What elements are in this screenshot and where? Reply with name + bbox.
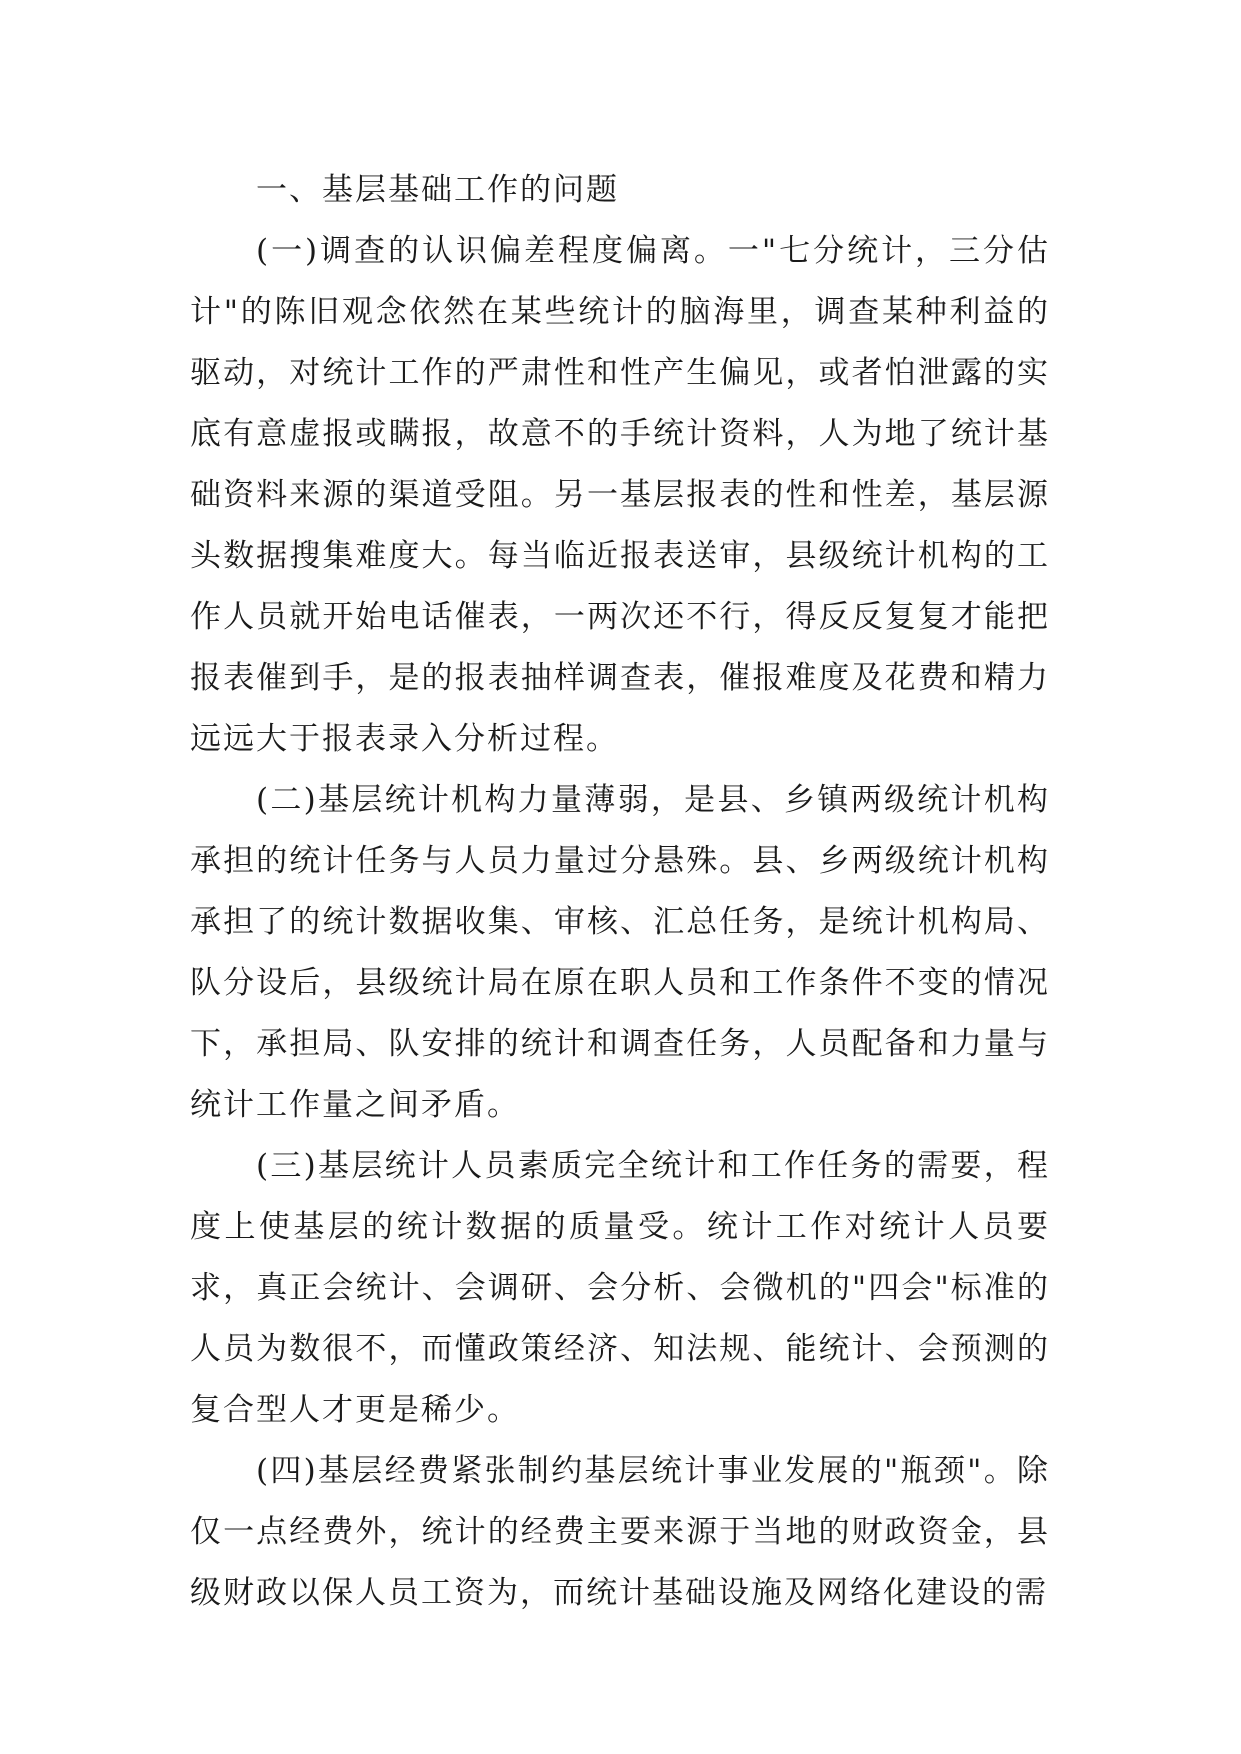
paragraph-2: (二)基层统计机构力量薄弱，是县、乡镇两级统计机构承担的统计任务与人员力量过分悬殊。县、乡两级统计机构承担了的统计数据收集、审核、汇总任务，是统计机构局、队分设后，县级统计局在原在职人员和工作条件不变的情况下，承担局、队安排的统计和调查任务，人员配备和力量与统计工作量之间矛盾。 bbox=[190, 782, 1050, 1123]
section-heading: 一、基层基础工作的问题 bbox=[256, 172, 619, 208]
document-page bbox=[190, 160, 1050, 1624]
paragraph-1: (一)调查的认识偏差程度偏离。一"七分统计，三分估计"的陈旧观念依然在某些统计的脑海里，调查某种利益的驱动，对统计工作的严肃性和性产生偏见，或者怕泄露的实底有意虚报或瞒报，故意不的手统计资料，人为地了统计基础资料来源的渠道受阻。另一基层报表的性和性差，基层源头数据搜集难度大。每当临近报表送审，县级统计机构的工作人员就开始电话催表，一两次还不行，得反反复复才能把报表催到手，是的报表抽样调查表，催报难度及花费和精力远远大于报表录入分析过程。 bbox=[190, 233, 1050, 757]
paragraph-4: (四)基层经费紧张制约基层统计事业发展的"瓶颈"。除仅一点经费外，统计的经费主要来源于当地的财政资金，县级财政以保人员工资为，而统计基础设施及网络化建设的需 bbox=[190, 1453, 1050, 1611]
paragraph-3: (三)基层统计人员素质完全统计和工作任务的需要，程度上使基层的统计数据的质量受。统计工作对统计人员要求，真正会统计、会调研、会分析、会微机的"四会"标准的人员为数很不，而懂政策经济、知法规、能统计、会预测的复合型人才更是稀少。 bbox=[190, 1148, 1050, 1428]
